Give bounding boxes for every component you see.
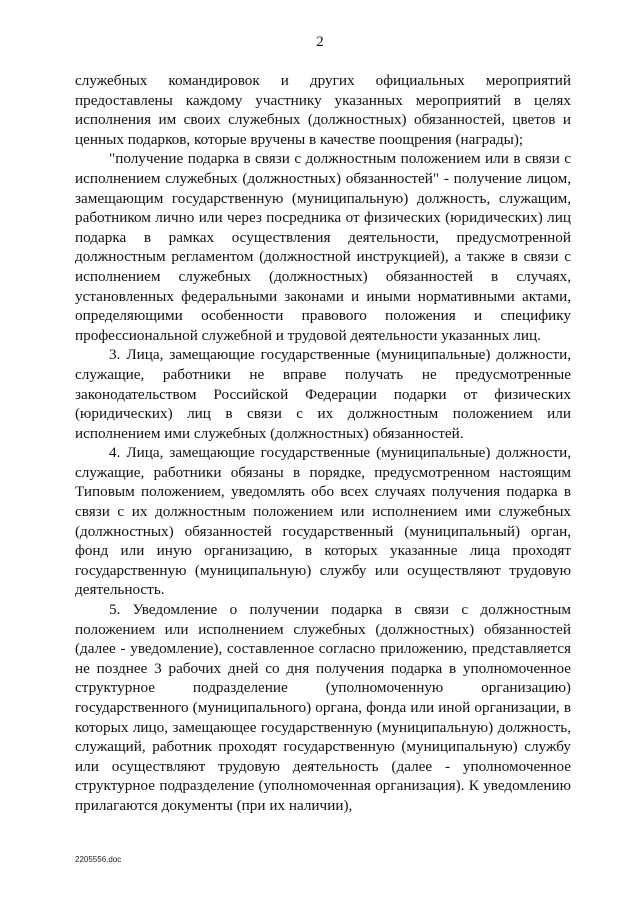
paragraph-clause-3: 3. Лица, замещающие государственные (муниципальные) должности, служащие, работники не вправе получать не предусмотренные законодательством Российской Федерации подарки от физических (юридических) лиц в связи с их должностным положением или исполнением ими служебных (должностных) обязанностей. — [75, 346, 571, 442]
paragraph-clause-4: 4. Лица, замещающие государственные (муниципальные) должности, служащие, работники обязаны в порядке, предусмотренном настоящим Типовым положением, уведомлять обо всех случаях получения подарка в связи с их должностным положением или исполнением ими служебных (должностных) обязанностей государственный (муниципальный) орган, фонд или иную организацию, в которых указанные лица проходят государственную (муниципальную) службу или осуществляют трудовую деятельность. — [75, 444, 571, 599]
paragraph-definition-gift-receipt: "получение подарка в связи с должностным положением или в связи с исполнением служебных (должностных) обязанностей" - получение лицом, замещающим государственную (муниципальную) должность, служащим, работником лично или через посредника от физических (юридических) лиц подарка в рамках осуществления деятельности, предусмотренной должностным регламентом (должностной инструкцией), а также в связи с исполнением служебных (должностных) обязанностей в случаях, установленных федеральными законами и иными нормативными актами, определяющими особенности правового положения и специфику профессиональной служебной и трудовой деятельности указанных лиц. — [75, 150, 571, 344]
paragraph-clause-5: 5. Уведомление о получении подарка в связи с должностным положением или исполнением служебных (должностных) обязанностей (далее - уведомление), составленное согласно приложению, представляется не позднее 3 рабочих дней со дня получения подарка в уполномоченное структурное подразделение (уполномоченную организацию) государственного (муниципального) органа, фонда или иной организации, в которых лицо, замещающее государственную (муниципальную) должность, служащий, работник проходят государственную (муниципальную) службу или осуществляют трудовую деятельность (далее - уполномоченное структурное подразделение (уполномоченная организация). К уведомлению прилагаются документы (при их наличии), — [75, 601, 571, 814]
document-body — [75, 71, 571, 816]
paragraph-continuation: служебных командировок и других официальных мероприятий предоставлены каждому участнику указанных мероприятий в целях исполнения им своих служебных (должностных) обязанностей, цветов и ценных подарков, которые вручены в качестве поощрения (награды); — [75, 72, 571, 148]
footer-file-reference: 2205556.doc — [75, 855, 122, 864]
page-number: 2 — [316, 34, 324, 50]
